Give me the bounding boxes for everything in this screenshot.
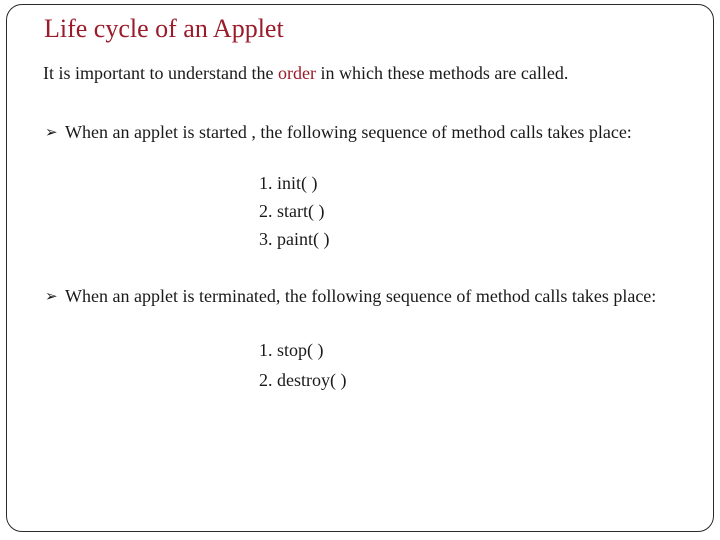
- bullet-text: When an applet is started , the following sequence of method calls takes place:: [65, 122, 632, 142]
- intro-text: [43, 63, 568, 84]
- step-destroy: 2. destroy( ): [259, 370, 347, 390]
- intro-before: It is important to understand the: [43, 63, 278, 83]
- intro-highlight: order: [277, 63, 316, 83]
- intro-after: in which these methods are called.: [315, 63, 569, 83]
- arrow-bullet-icon: ➢: [45, 123, 58, 141]
- arrow-bullet-icon: ➢: [45, 287, 58, 305]
- bullet-text: When an applet is terminated, the following sequence of method calls takes place:: [65, 286, 657, 306]
- step-paint: 3. paint( ): [259, 229, 330, 249]
- step-init: 1. init( ): [259, 173, 318, 193]
- step-stop: 1. stop( ): [259, 340, 324, 360]
- slide-title: Life cycle of an Applet: [44, 14, 284, 43]
- step-start: 2. start( ): [259, 201, 325, 221]
